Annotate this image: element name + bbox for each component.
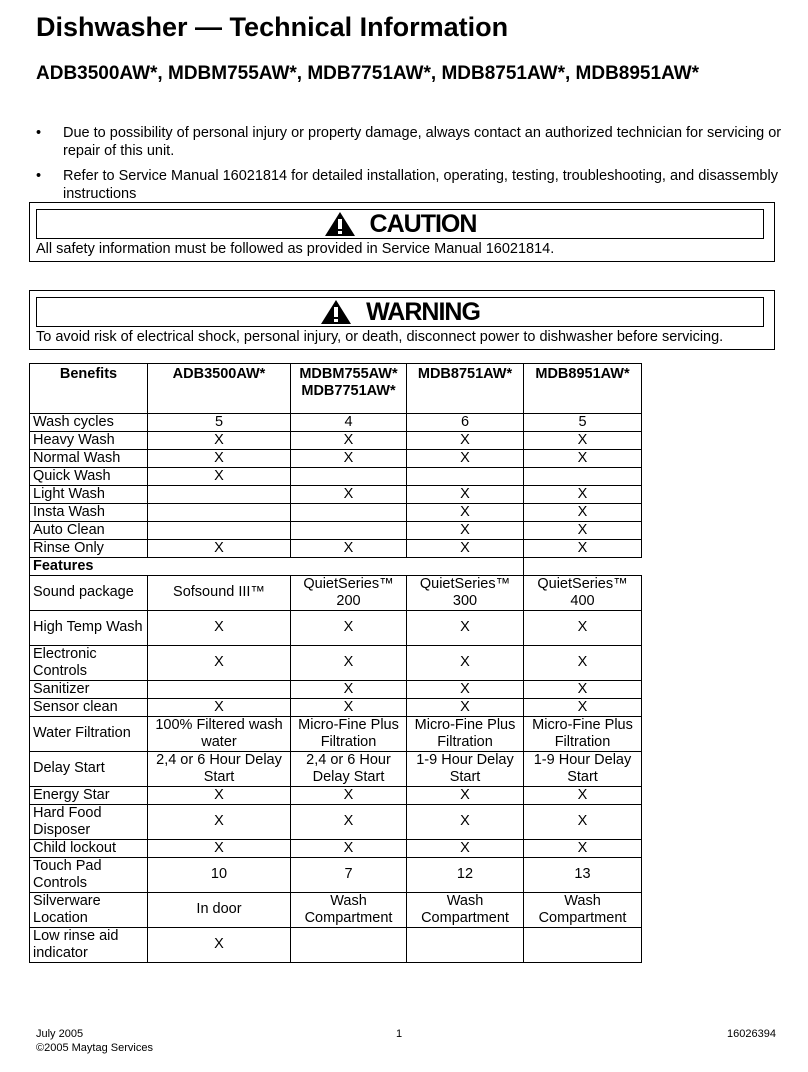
table-cell: 4 (291, 414, 407, 432)
table-cell: X (148, 804, 291, 839)
table-row (30, 857, 642, 892)
table-cell: Micro-Fine Plus Filtration (407, 716, 524, 751)
table-cell: X (524, 786, 642, 804)
row-label: Child lockout (30, 839, 148, 857)
table-cell: Wash Compartment (291, 892, 407, 927)
table-cell: X (407, 450, 524, 468)
footer-date: July 2005 (36, 1028, 84, 1040)
table-cell: X (524, 680, 642, 698)
table-cell: X (291, 698, 407, 716)
table-cell: X (291, 610, 407, 645)
table-row (30, 486, 642, 504)
header-row (30, 364, 642, 414)
row-label: Sensor clean (30, 698, 148, 716)
warning-label: WARNING (366, 297, 480, 326)
table-row (30, 839, 642, 857)
table-cell: 6 (407, 414, 524, 432)
table-cell: 2,4 or 6 Hour Delay Start (291, 751, 407, 786)
table-cell: X (524, 645, 642, 680)
table-cell: 1-9 Hour Delay Start (407, 751, 524, 786)
table-cell (148, 486, 291, 504)
table-cell (407, 468, 524, 486)
caution-label: CAUTION (369, 209, 477, 238)
page-title: Dishwasher — Technical Information (36, 12, 509, 42)
table-cell: X (407, 680, 524, 698)
table-cell: X (148, 468, 291, 486)
row-label: High Temp Wash (30, 610, 148, 645)
caution-message: All safety information must be followed as provided in Service Manual 16021814. (36, 241, 555, 257)
table-cell: X (524, 522, 642, 540)
table-row (30, 414, 642, 432)
header-mdb8751: MDB8751AW* (407, 364, 524, 414)
table-cell (148, 522, 291, 540)
table-cell: X (148, 610, 291, 645)
row-label: Touch Pad Controls (30, 857, 148, 892)
table-cell: In door (148, 892, 291, 927)
table-cell (524, 468, 642, 486)
table-cell: X (291, 645, 407, 680)
header-benefits: Benefits (30, 364, 148, 414)
table-cell: X (407, 504, 524, 522)
table-cell: X (148, 927, 291, 962)
table-cell: 2,4 or 6 Hour Delay Start (148, 751, 291, 786)
table-cell: X (524, 698, 642, 716)
table-cell: X (407, 786, 524, 804)
table-row (30, 786, 642, 804)
header-mdb8951: MDB8951AW* (524, 364, 642, 414)
row-label: Delay Start (30, 751, 148, 786)
table-cell (407, 927, 524, 962)
table-cell: Micro-Fine Plus Filtration (524, 716, 642, 751)
features-spacer (524, 558, 642, 576)
table-cell: X (407, 486, 524, 504)
table-row (30, 522, 642, 540)
table-cell: Wash Compartment (524, 892, 642, 927)
table-cell: X (291, 786, 407, 804)
table-row (30, 575, 642, 610)
table-cell: X (524, 610, 642, 645)
document-number: 16026394 (727, 1028, 776, 1040)
table-cell: 5 (524, 414, 642, 432)
features-row (30, 558, 642, 576)
table-cell: X (291, 839, 407, 857)
table-cell: 1-9 Hour Delay Start (524, 751, 642, 786)
table-cell: X (148, 645, 291, 680)
table-cell: X (291, 804, 407, 839)
table-cell (291, 927, 407, 962)
table-cell: X (148, 450, 291, 468)
row-label: Rinse Only (30, 540, 148, 558)
model-numbers: ADB3500AW*, MDBM755AW*, MDB7751AW*, MDB8751AW*, MDB8951AW* (36, 63, 700, 84)
table-row (30, 540, 642, 558)
header-mdbm755-mdb7751: MDBM755AW* MDB7751AW* (291, 364, 407, 414)
row-label: Hard Food Disposer (30, 804, 148, 839)
table-cell: 100% Filtered wash water (148, 716, 291, 751)
benefits-section (30, 414, 642, 558)
table-row (30, 680, 642, 698)
warning-triangle-icon (320, 299, 352, 325)
warning-triangle-icon (324, 211, 356, 237)
table-cell: X (291, 432, 407, 450)
table-row (30, 610, 642, 645)
table-cell: X (291, 486, 407, 504)
table-cell (291, 504, 407, 522)
table-cell: X (291, 540, 407, 558)
row-label: Auto Clean (30, 522, 148, 540)
table-cell: X (524, 432, 642, 450)
row-label: Energy Star (30, 786, 148, 804)
table-row (30, 927, 642, 962)
table-cell: X (148, 839, 291, 857)
table-cell: Wash Compartment (407, 892, 524, 927)
table-cell: X (148, 540, 291, 558)
table-row (30, 751, 642, 786)
bullet-item: • Refer to Service Manual 16021814 for detailed installation, operating, testing, troubleshooting, and disassembly instructions (36, 167, 784, 203)
table-cell: 5 (148, 414, 291, 432)
table-row (30, 804, 642, 839)
row-label: Sanitizer (30, 680, 148, 698)
table-cell: X (407, 804, 524, 839)
table-cell: X (524, 450, 642, 468)
table-cell: X (407, 540, 524, 558)
table-cell (148, 504, 291, 522)
table-cell: X (148, 432, 291, 450)
row-label: Water Filtration (30, 716, 148, 751)
table-cell: X (524, 486, 642, 504)
row-label: Electronic Controls (30, 645, 148, 680)
table-cell (148, 680, 291, 698)
table-cell: QuietSeries™ 400 (524, 575, 642, 610)
features-section (30, 575, 642, 962)
table-cell: X (407, 698, 524, 716)
row-label: Quick Wash (30, 468, 148, 486)
table-cell: QuietSeries™ 300 (407, 575, 524, 610)
row-label: Silverware Location (30, 892, 148, 927)
table-row (30, 892, 642, 927)
row-label: Low rinse aid indicator (30, 927, 148, 962)
row-label: Light Wash (30, 486, 148, 504)
table-row (30, 432, 642, 450)
table-row (30, 504, 642, 522)
safety-bullets (36, 124, 784, 210)
table-cell: X (291, 680, 407, 698)
table-cell: 12 (407, 857, 524, 892)
table-cell: 7 (291, 857, 407, 892)
caution-box (29, 202, 775, 262)
table-row (30, 716, 642, 751)
warning-box (29, 290, 775, 350)
footer-copyright: ©2005 Maytag Services (36, 1042, 153, 1054)
table-cell: X (407, 645, 524, 680)
row-label: Wash cycles (30, 414, 148, 432)
table-cell: X (524, 504, 642, 522)
header-adb3500: ADB3500AW* (148, 364, 291, 414)
bullet-item: • Due to possibility of personal injury or property damage, always contact an authorized technician for servicing or repair of this unit. (36, 124, 784, 160)
table-row (30, 450, 642, 468)
table-cell: X (524, 540, 642, 558)
row-label: Sound package (30, 575, 148, 610)
table-cell: 13 (524, 857, 642, 892)
table-row (30, 645, 642, 680)
table-cell: Micro-Fine Plus Filtration (291, 716, 407, 751)
table-cell: QuietSeries™ 200 (291, 575, 407, 610)
spec-table (29, 363, 642, 963)
table-cell (291, 468, 407, 486)
caution-banner (36, 209, 764, 239)
table-cell: X (291, 450, 407, 468)
features-label: Features (30, 558, 524, 576)
table-cell: X (407, 610, 524, 645)
table-cell: X (407, 432, 524, 450)
row-label: Insta Wash (30, 504, 148, 522)
table-cell: X (148, 786, 291, 804)
table-cell: X (524, 839, 642, 857)
warning-banner (36, 297, 764, 327)
table-row (30, 468, 642, 486)
table-row (30, 698, 642, 716)
table-cell: X (148, 698, 291, 716)
table-cell: X (407, 839, 524, 857)
row-label: Heavy Wash (30, 432, 148, 450)
row-label: Normal Wash (30, 450, 148, 468)
warning-message: To avoid risk of electrical shock, personal injury, or death, disconnect power to dishwasher before servicing. (36, 329, 724, 345)
table-cell (524, 927, 642, 962)
page-number: 1 (396, 1028, 403, 1040)
table-cell: Sofsound III™ (148, 575, 291, 610)
table-cell (291, 522, 407, 540)
table-cell: X (524, 804, 642, 839)
features-header-section (30, 558, 642, 576)
table-cell: 10 (148, 857, 291, 892)
table-cell: X (407, 522, 524, 540)
